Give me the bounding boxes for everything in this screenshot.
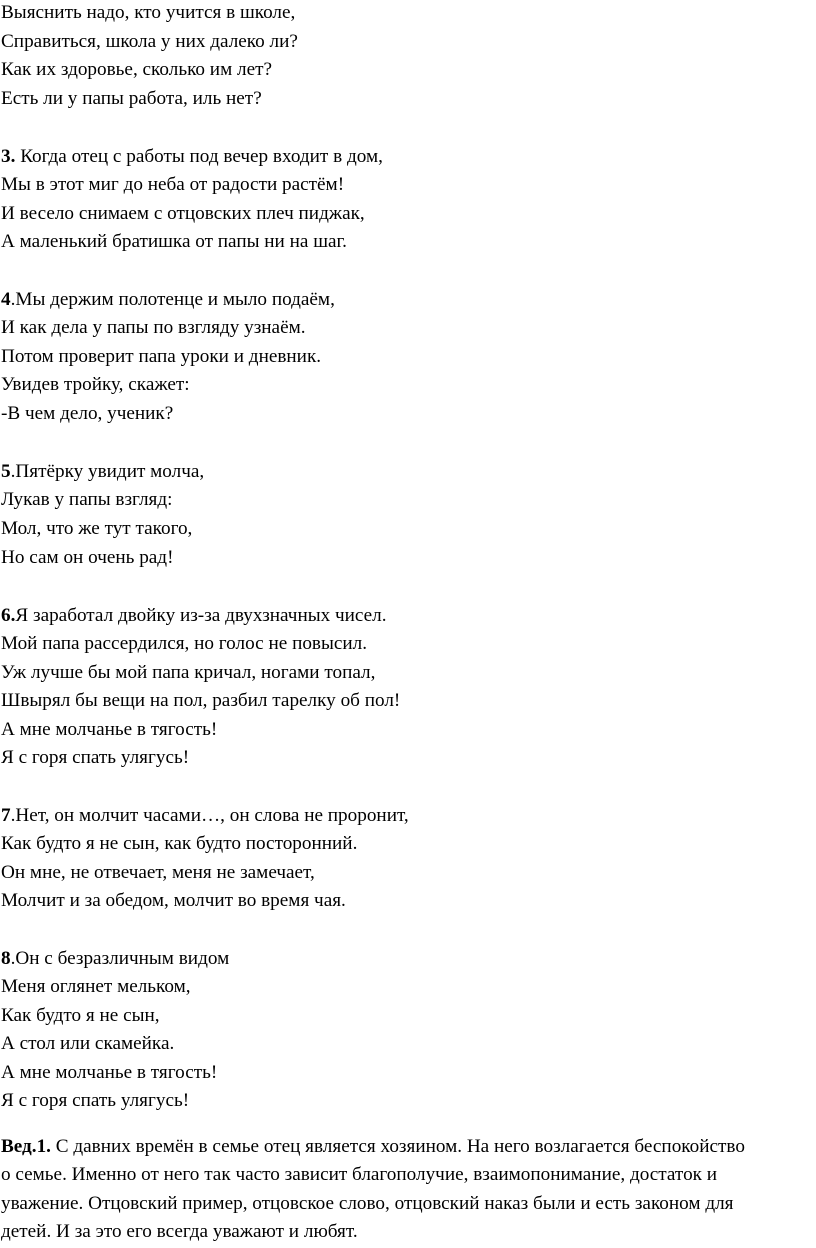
stanza-number: 6. bbox=[1, 604, 16, 626]
poem-line: -В чем дело, ученик? bbox=[1, 403, 174, 425]
stanza-6-first-line bbox=[1, 606, 387, 625]
narrator-paragraph-line: детей. И за это его всегда уважают и любят. bbox=[1, 1220, 358, 1242]
poem-line: А мне молчанье в тягость! bbox=[1, 1062, 218, 1083]
poem-line-text: .Пятёрку увидит молча, bbox=[10, 461, 205, 483]
poem-line-text: .Мы держим полотенце и мыло подаём, bbox=[10, 289, 335, 311]
poem-line: Он мне, не отвечает, меня не замечает, bbox=[1, 861, 315, 883]
poem-line: Справиться, школа у них далеко ли? bbox=[1, 30, 298, 52]
poem-line: И весело снимаем с отцовских плеч пиджак, bbox=[1, 203, 365, 225]
stanza-4-first-line bbox=[1, 290, 335, 309]
stanza-number: 7 bbox=[1, 804, 11, 826]
poem-line: Швырял бы вещи на пол, разбил тарелку об пол! bbox=[1, 689, 401, 711]
narrator-text: С давних времён в семье отец является хозяином. На него возлагается беспокойство bbox=[50, 1135, 745, 1157]
poem-line: Меня оглянет мельком, bbox=[1, 975, 191, 997]
poem-line: А стол или скамейка. bbox=[1, 1033, 175, 1054]
poem-line: Как их здоровье, сколько им лет? bbox=[1, 59, 273, 80]
stanza-8-first-line bbox=[1, 949, 229, 968]
poem-line: А мне молчанье в тягость! bbox=[1, 718, 218, 740]
poem-line: Я с горя спать улягусь! bbox=[1, 746, 190, 768]
poem-line: Потом проверит папа уроки и дневник. bbox=[1, 346, 322, 368]
poem-line-text: .Он с безразличным видом bbox=[10, 947, 230, 969]
poem-line: Мой папа рассердился, но голос не повысил. bbox=[1, 632, 368, 654]
poem-line-text: Когда отец с работы под вечер входит в дом, bbox=[15, 146, 383, 167]
poem-line: Уж лучше бы мой папа кричал, ногами топал, bbox=[1, 661, 376, 683]
stanza-number: 5 bbox=[1, 461, 11, 483]
poem-line: Я с горя спать улягусь! bbox=[1, 1090, 190, 1111]
poem-line: Мы в этот миг до неба от радости растём! bbox=[1, 174, 345, 196]
poem-line: Как будто я не сын, как будто посторонний. bbox=[1, 832, 358, 854]
poem-line: И как дела у папы по взгляду узнаём. bbox=[1, 317, 306, 339]
poem-line: Как будто я не сын, bbox=[1, 1004, 160, 1026]
poem-line-text: Я заработал двойку из-за двухзначных чисел. bbox=[15, 604, 387, 626]
poem-line: Увидев тройку, скажет: bbox=[1, 374, 190, 396]
poem-line: Молчит и за обедом, молчит во время чая. bbox=[1, 889, 346, 911]
poem-line: Мол, что же тут такого, bbox=[1, 518, 193, 540]
stanza-5-first-line bbox=[1, 462, 204, 481]
stanza-number: 3. bbox=[1, 146, 16, 167]
poem-line: Выяснить надо, кто учится в школе, bbox=[1, 1, 296, 23]
stanza-number: 8 bbox=[1, 947, 11, 969]
narrator-paragraph-line bbox=[1, 1137, 745, 1156]
poem-line: Есть ли у папы работа, иль нет? bbox=[1, 88, 262, 109]
stanza-3-first-line bbox=[1, 147, 383, 166]
narrator-paragraph-line: о семье. Именно от него так часто зависит благополучие, взаимопонимание, достаток и bbox=[1, 1163, 718, 1185]
narrator-paragraph-line: уважение. Отцовский пример, отцовское слово, отцовский наказ были и есть законом для bbox=[1, 1192, 734, 1214]
narrator-label: Вед.1. bbox=[1, 1135, 51, 1157]
poem-line: Но сам он очень рад! bbox=[1, 546, 174, 568]
poem-line: Лукав у папы взгляд: bbox=[1, 489, 173, 511]
poem-line-text: .Нет, он молчит часами…, он слова не проронит, bbox=[10, 804, 409, 826]
poem-line: А маленький братишка от папы ни на шаг. bbox=[1, 231, 347, 253]
stanza-7-first-line bbox=[1, 806, 409, 825]
stanza-number: 4 bbox=[1, 289, 11, 311]
